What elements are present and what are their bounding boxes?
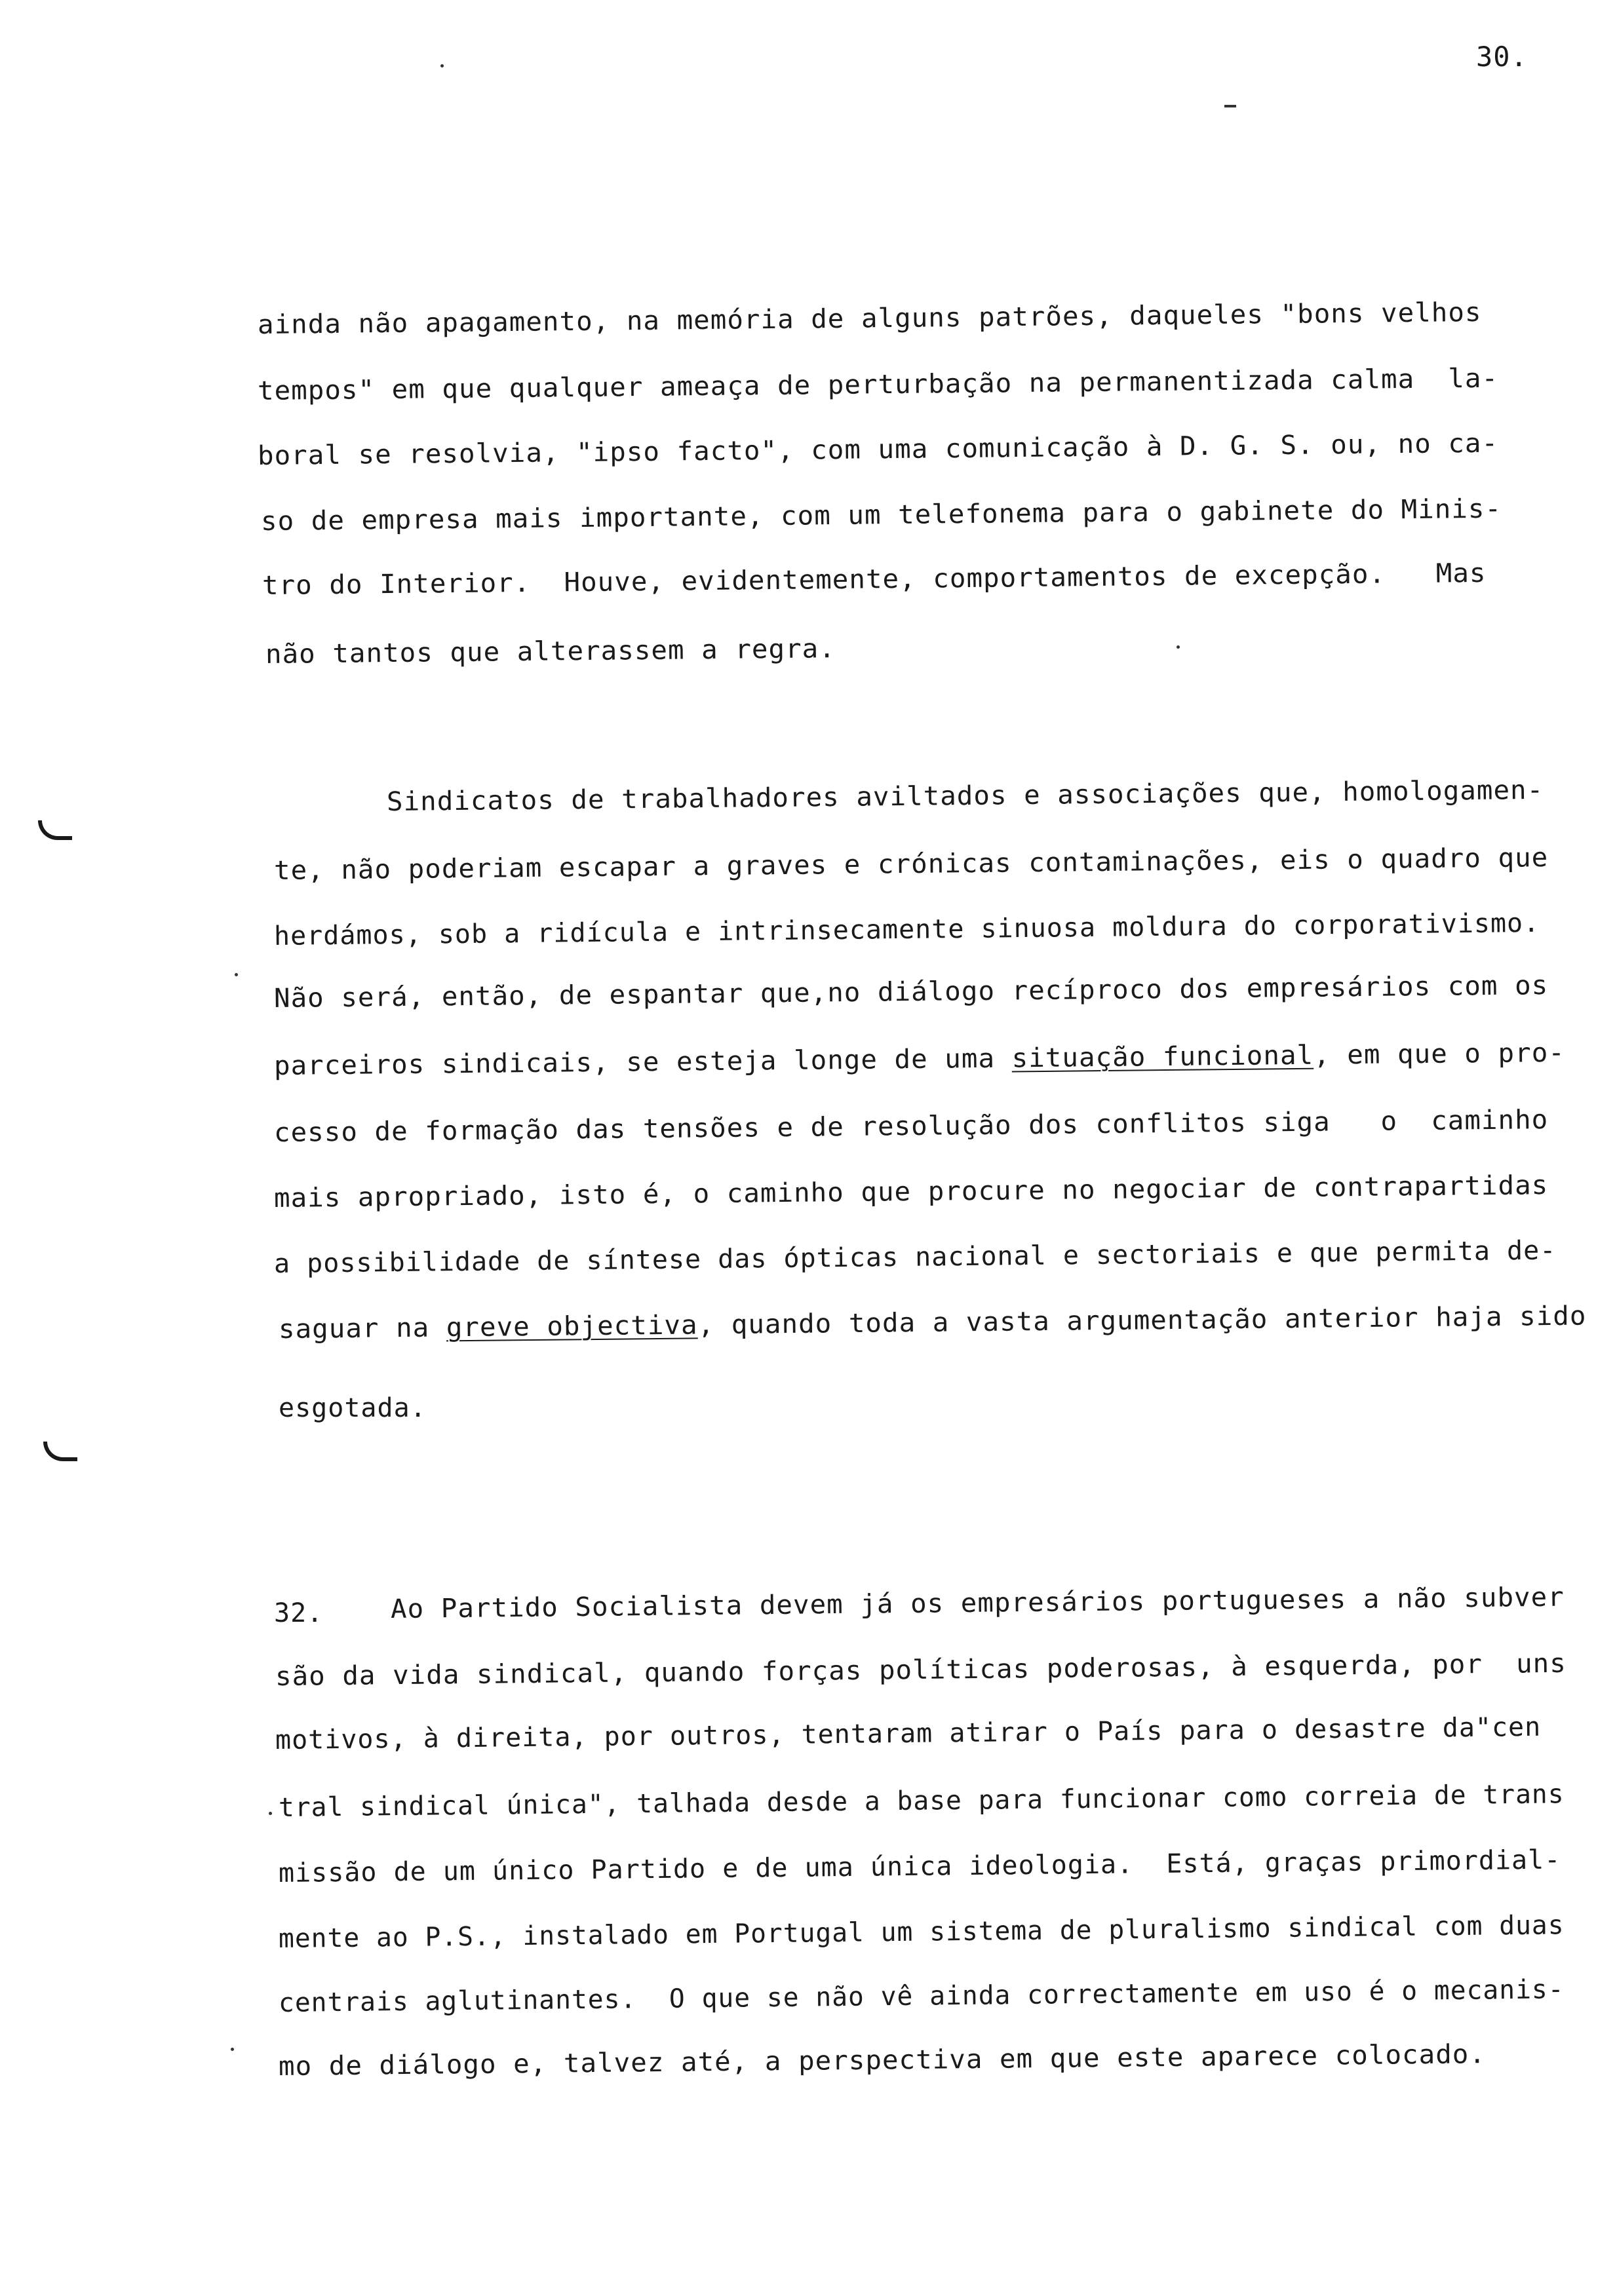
binder-hole-mark bbox=[43, 1442, 77, 1461]
underlined-term-greve-objectiva: greve objectiva bbox=[446, 1310, 698, 1343]
text-line: herdámos, sob a ridícula e intrinsecamente sinuosa moldura do corporativismo. bbox=[273, 908, 1540, 951]
text-line: tempos" em que qualquer ameaça de perturbação na permanentizada calma la- bbox=[257, 363, 1499, 406]
text-line: são da vida sindical, quando forças políticas poderosas, à esquerda, por uns bbox=[275, 1648, 1567, 1692]
text-line: boral se resolvia, "ipso facto", com uma comunicação à D. G. S. ou, no ca- bbox=[257, 428, 1499, 471]
text-segment: , quando toda a vasta argumentação anterior haja sido bbox=[697, 1301, 1587, 1341]
text-line: tro do Interior. Houve, evidentemente, comportamentos de excepção. Mas bbox=[262, 558, 1487, 601]
text-line: mais apropriado, isto é, o caminho que procure no negociar de contrapartidas bbox=[273, 1170, 1549, 1214]
text-line: a possibilidade de síntese das ópticas nacional e sectoriais e que permita de- bbox=[273, 1235, 1557, 1279]
page-number: 30. bbox=[1476, 41, 1528, 73]
underlined-term-situacao-funcional: situação funcional bbox=[1011, 1040, 1314, 1074]
scan-speck bbox=[235, 973, 238, 976]
text-segment: , em que o pro- bbox=[1313, 1037, 1566, 1071]
text-line: mo de diálogo e, talvez até, a perspectiva em que este aparece colocado. bbox=[278, 2039, 1487, 2082]
binder-hole-mark bbox=[38, 820, 72, 840]
text-line: tral sindical única", talhada desde a base para funcionar como correia de trans bbox=[278, 1779, 1565, 1823]
text-line: te, não poderiam escapar a graves e crónicas contaminações, eis o quadro que bbox=[273, 843, 1549, 886]
section-number: 32. bbox=[274, 1598, 324, 1628]
text-line: motivos, à direita, por outros, tentaram atirar o País para o desastre da"cen bbox=[275, 1712, 1542, 1755]
text-line bbox=[274, 1037, 1565, 1082]
text-segment: saguar na bbox=[278, 1312, 447, 1345]
text-line: ainda não apagamento, na memória de alguns patrões, daqueles "bons velhos bbox=[257, 297, 1482, 340]
scan-speck bbox=[1224, 105, 1236, 107]
text-line: cesso de formação das tensões e de resolução dos conflitos siga o caminho bbox=[273, 1105, 1549, 1148]
text-line: Não será, então, de espantar que,no diálogo recíproco dos empresários com os bbox=[273, 970, 1549, 1014]
text-line: mente ao P.S., instalado em Portugal um sistema de pluralismo sindical com duas bbox=[278, 1910, 1565, 1954]
scan-speck bbox=[269, 1812, 272, 1815]
text-line: esgotada. bbox=[279, 1393, 427, 1423]
text-line: centrais aglutinantes. O que se não vê ainda correctamente em uso é o mecanis- bbox=[278, 1974, 1565, 2018]
text-line: so de empresa mais importante, com um telefonema para o gabinete do Minis- bbox=[260, 493, 1502, 537]
scan-speck bbox=[440, 64, 444, 67]
scan-speck bbox=[231, 2048, 234, 2051]
text-segment: parceiros sindicais, se esteja longe de uma bbox=[273, 1043, 1012, 1081]
text-line bbox=[279, 1301, 1587, 1345]
text-line: missão de um único Partido e de uma única ideologia. Está, graças primordial- bbox=[278, 1845, 1561, 1888]
text-line: Sindicatos de trabalhadores aviltados e associações que, homologamen- bbox=[386, 775, 1544, 817]
text-line: Ao Partido Socialista devem já os empresários portugueses a não subver bbox=[390, 1582, 1565, 1624]
text-line: não tantos que alterassem a regra. bbox=[265, 634, 836, 670]
scan-speck bbox=[1177, 645, 1180, 649]
